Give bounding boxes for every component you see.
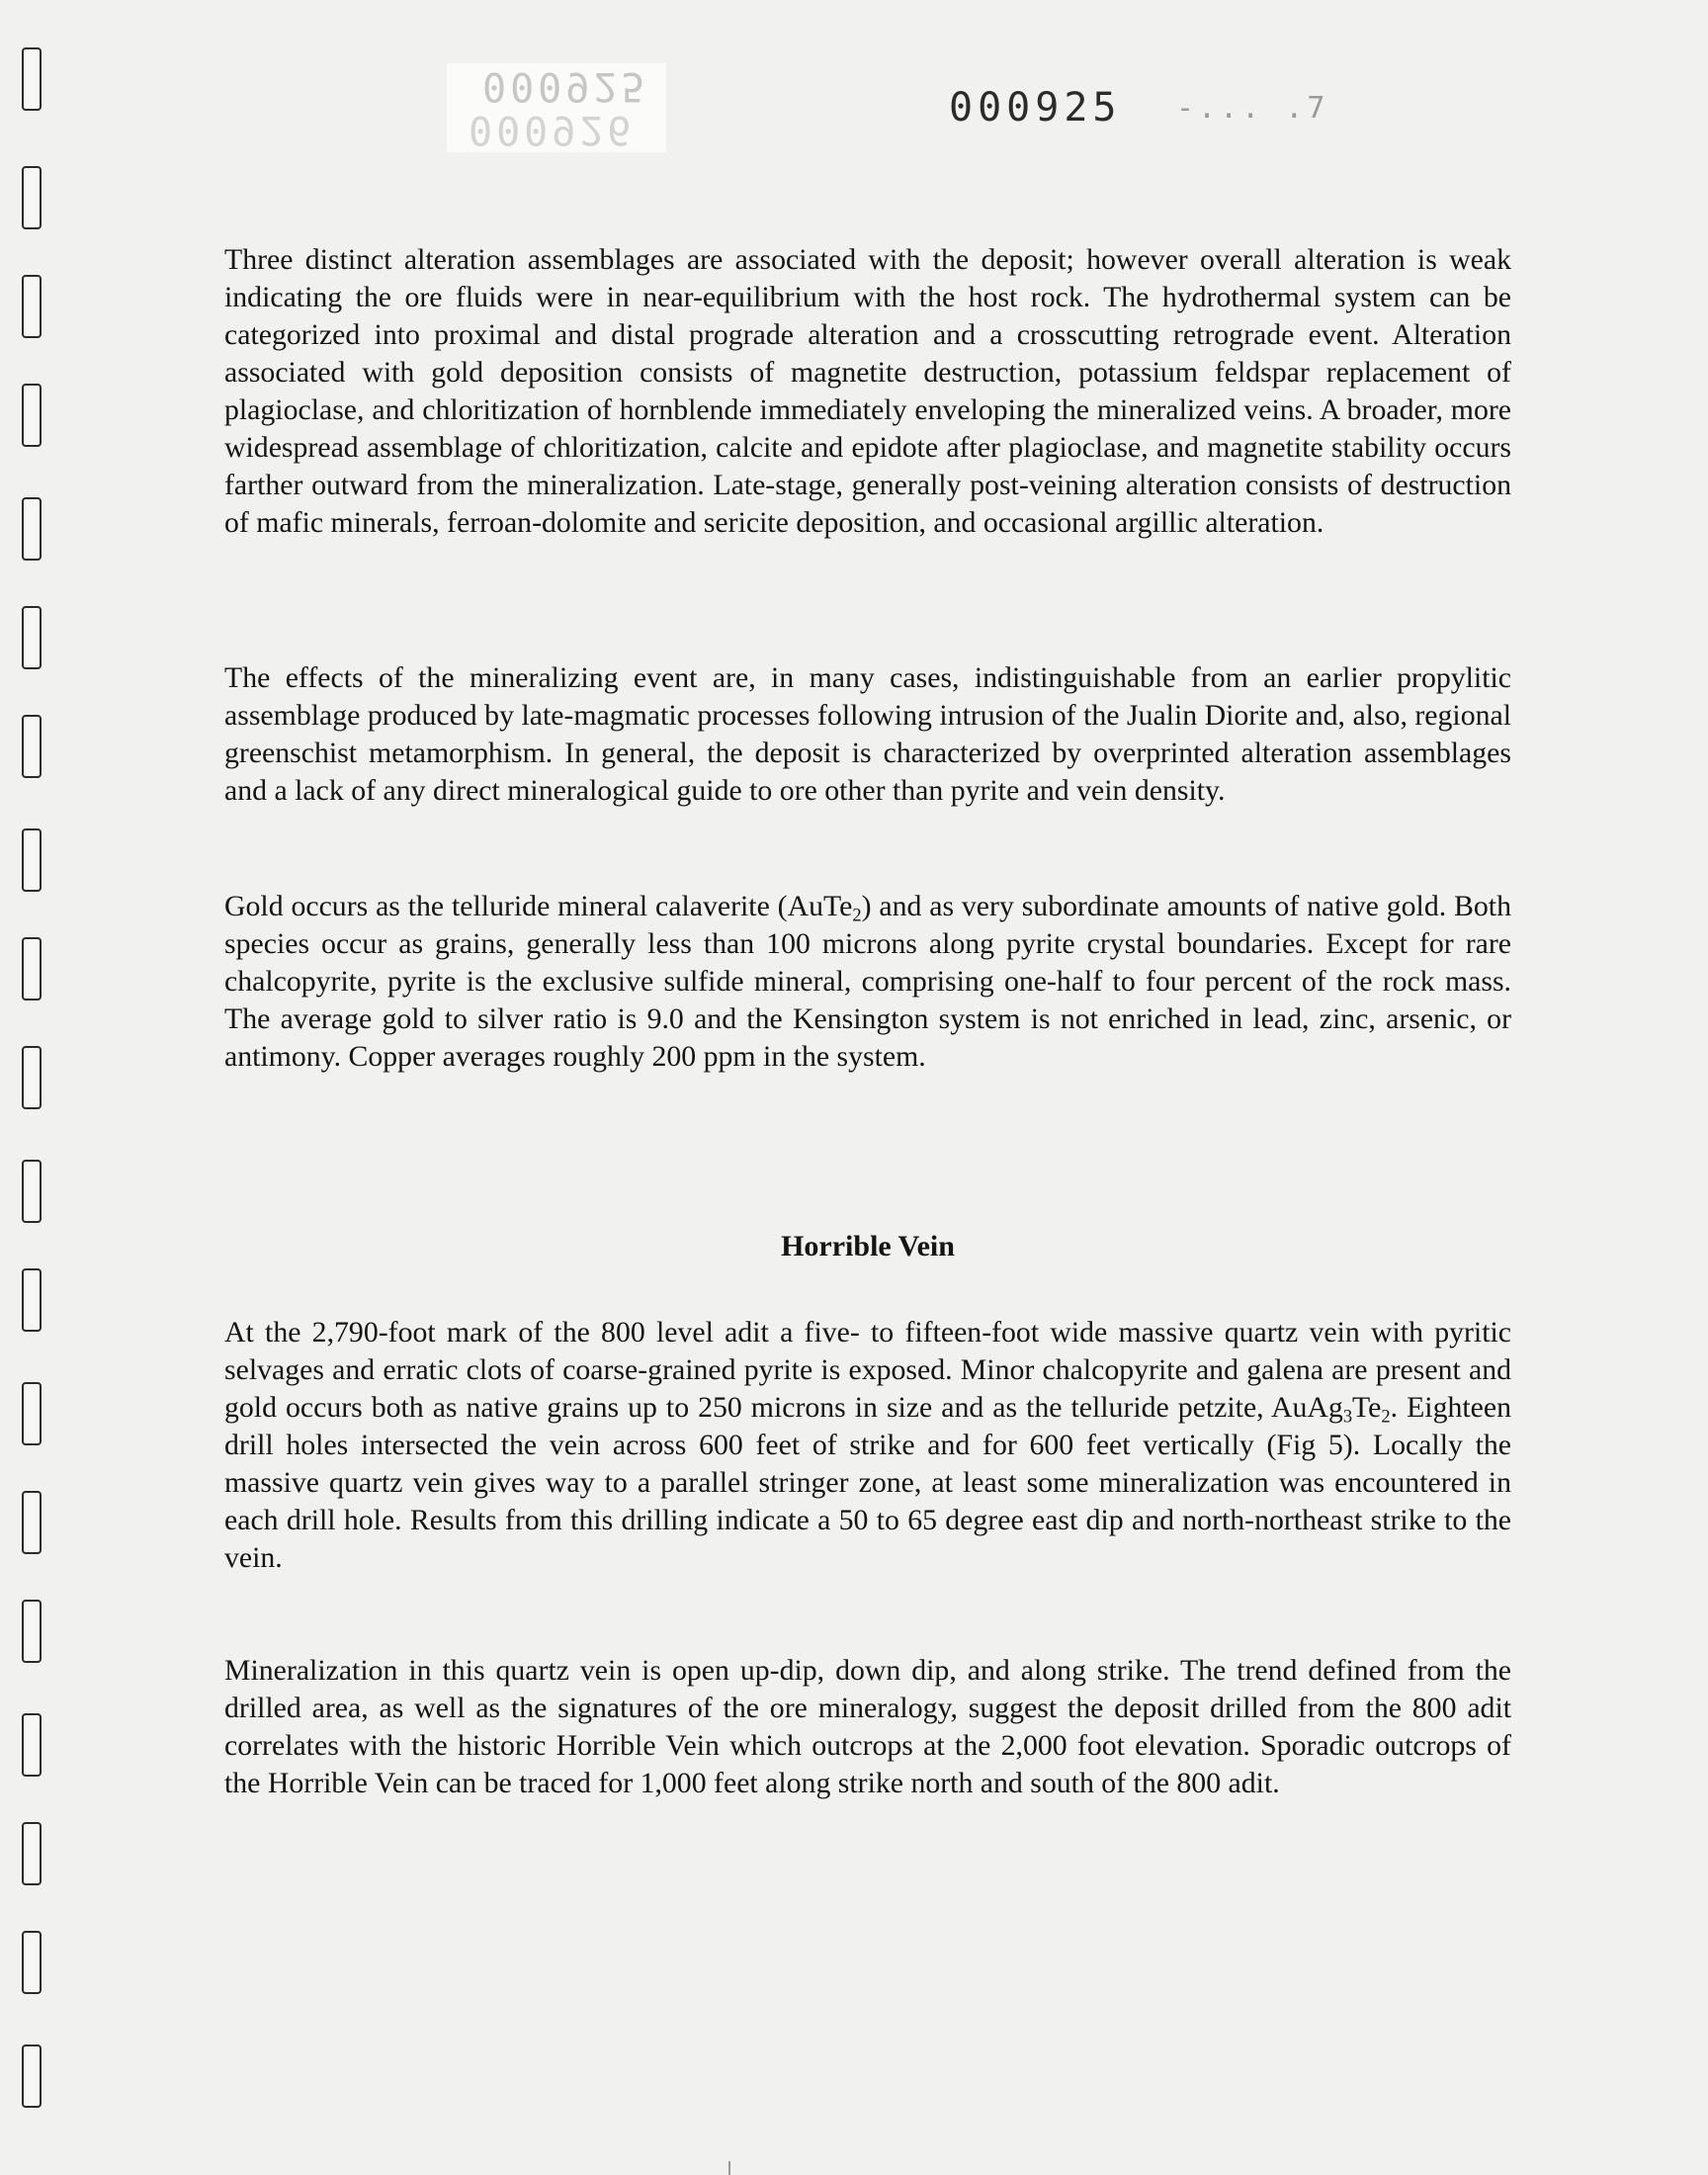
binder-hole xyxy=(22,2044,42,2108)
binder-hole xyxy=(22,1491,42,1554)
binder-hole xyxy=(22,606,42,669)
ghost-number-top: 000925 xyxy=(482,63,649,109)
paragraph-gold-occurrence xyxy=(224,888,1511,1076)
binder-hole xyxy=(22,47,42,111)
text-span: At the 2,790-foot mark of the 800 level adit a five- to fifteen-foot wide massive quartz vein with pyritic selvages and erratic clots of coarse-grained pyrite is exposed. Minor chalcopyrite and galena are present and gold occurs both as native grains up to 250 microns in size and as the telluride petzite, AuAg xyxy=(224,1316,1511,1424)
text-span: . Eighteen drill holes intersected the vein across 600 feet of strike and for 600 feet vertically (Fig 5). Locally the massive quartz vein gives way to a parallel stringer zone, at least some mineralization was encountered in each drill hole. Results from this drilling indicate a 50 to 65 degree east dip and north-northeast strike to the vein. xyxy=(224,1391,1511,1574)
subscript: 2 xyxy=(1381,1406,1391,1427)
binder-hole xyxy=(22,828,42,892)
binder-hole xyxy=(22,937,42,1000)
binder-hole xyxy=(22,1160,42,1223)
text-span: ) and as very subordinate amounts of native gold. Both species occur as grains, generally less than 100 microns along pyrite crystal boundaries. Except for rare chalcopyrite, pyrite is the exclusive sulfide mineral, comprising one-half to four percent of the rock mass. The average gold to silver ratio is 9.0 and the Kensington system is not enriched in lead, zinc, arsenic, or antimony. Copper averages roughly 200 ppm in the system. xyxy=(224,890,1511,1073)
binder-hole xyxy=(22,275,42,338)
paragraph-vein-description xyxy=(224,1314,1511,1577)
binder-margin xyxy=(22,47,61,2143)
binder-hole xyxy=(22,384,42,447)
binder-hole xyxy=(22,166,42,229)
binder-hole xyxy=(22,1600,42,1663)
subscript: 3 xyxy=(1342,1406,1353,1427)
text-span: Te xyxy=(1352,1391,1382,1424)
ghost-number-bottom: 000926 xyxy=(469,107,636,152)
ghost-stamp xyxy=(447,63,666,152)
document-number-tail: -... .7 xyxy=(1176,91,1329,126)
scan-edge-mark xyxy=(728,2161,730,2175)
text-span: Gold occurs as the telluride mineral calaverite (AuTe xyxy=(224,890,853,922)
binder-hole xyxy=(22,1382,42,1445)
section-heading: Horrible Vein xyxy=(781,1230,955,1262)
document-number-stamp: 000925 xyxy=(949,85,1122,130)
binder-hole xyxy=(22,1713,42,1777)
paragraph-alteration: Three distinct alteration assemblages are associated with the deposit; however overall alteration is weak indicating the ore fluids were in near-equilibrium with the host rock. The hydrothermal system can be categorized into proximal and distal prograde alteration and a crosscutting retrograde event. Alteration associated with gold deposition consists of magnetite destruction, potassium feldspar replacement of plagioclase, and chloritization of hornblende immediately enveloping the mineralized veins. A broader, more widespread assemblage of chloritization, calcite and epidote after plagioclase, and magnetite stability occurs farther outward from the mineralization. Late-stage, generally post-veining alteration consists of destruction of mafic minerals, ferroan-dolomite and sericite deposition, and occasional argillic alteration. xyxy=(224,243,1511,539)
subscript: 2 xyxy=(852,905,862,925)
binder-hole xyxy=(22,1268,42,1332)
binder-hole xyxy=(22,1046,42,1109)
binder-hole xyxy=(22,1931,42,1994)
binder-hole xyxy=(22,715,42,778)
binder-hole xyxy=(22,1822,42,1885)
paragraph-mineralizing-event: The effects of the mineralizing event are, in many cases, indistinguishable from an earlier propylitic assemblage produced by late-magmatic processes following intrusion of the Jualin Diorite and, also, regional greenschist metamorphism. In general, the deposit is characterized by overprinted alteration assemblages and a lack of any direct mineralogical guide to ore other than pyrite and vein density. xyxy=(224,661,1511,807)
binder-hole xyxy=(22,497,42,561)
paragraph-vein-trend: Mineralization in this quartz vein is open up-dip, down dip, and along strike. The trend defined from the drilled area, as well as the signatures of the ore mineralogy, suggest the deposit drilled from the 800 adit correlates with the historic Horrible Vein which outcrops at the 2,000 foot elevation. Sporadic outcrops of the Horrible Vein can be traced for 1,000 feet along strike north and south of the 800 adit. xyxy=(224,1654,1511,1799)
